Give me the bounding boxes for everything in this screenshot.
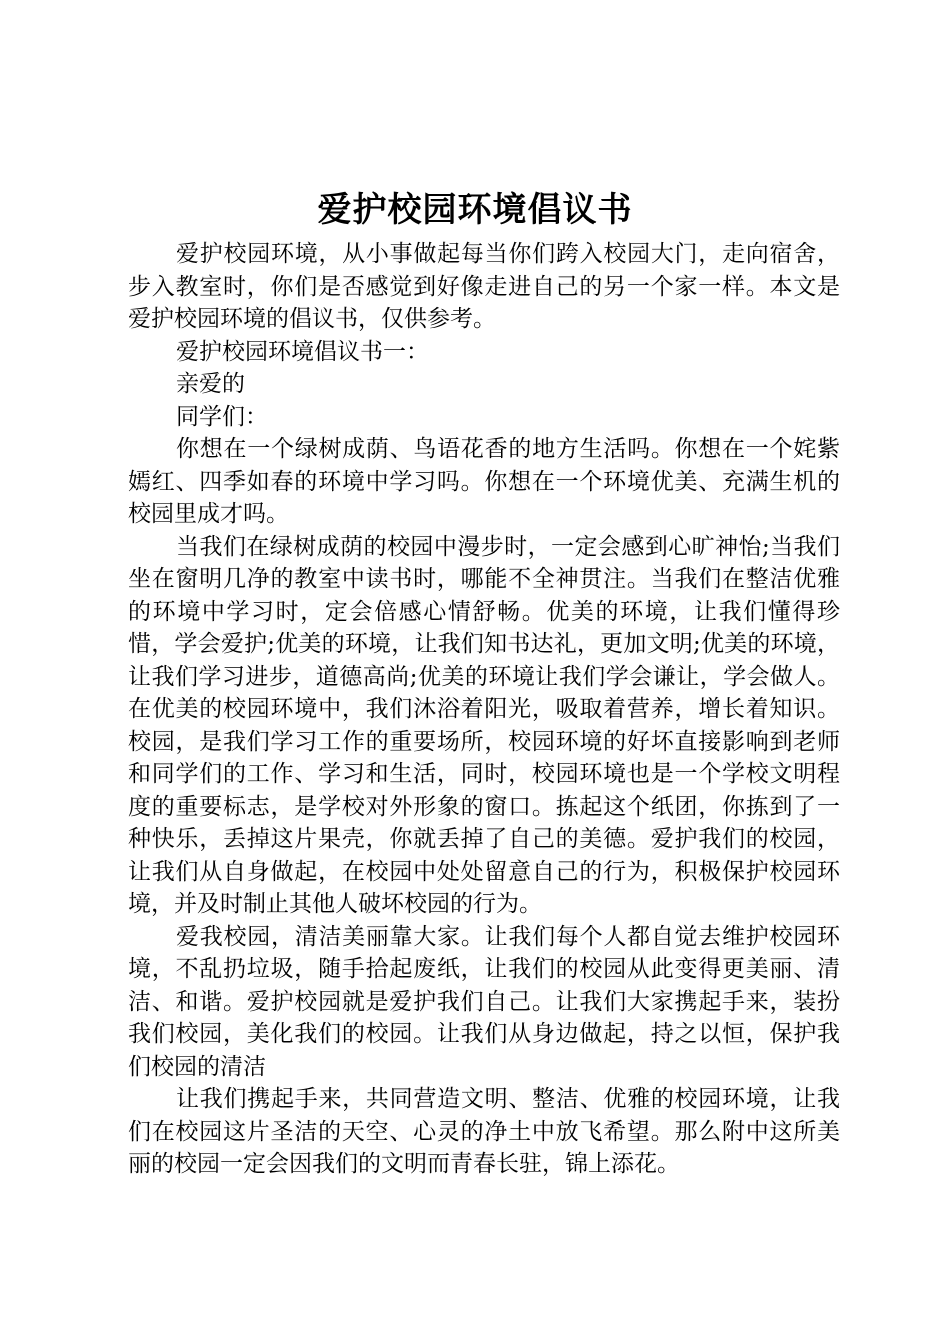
paragraph-call-to-action: 爱我校园，清洁美丽靠大家。让我们每个人都自觉去维护校园环境，不乱扔垃圾，随手拾起废纸，让我们的校园从此变得更美丽、清洁、和谐。爱护校园就是爱护我们自己。让我们大家携起手来，装扮我们校园，美化我们的校园。让我们从身边做起，持之以恒，保护我们校园的清洁 — [128, 923, 840, 1080]
document-title: 爱护校园环境倡议书 — [317, 190, 633, 230]
paragraph-environment: 当我们在绿树成荫的校园中漫步时，一定会感到心旷神怡;当我们坐在窗明几净的教室中读书时，哪能不全神贯注。当我们在整洁优雅的环境中学习时，定会倍感心情舒畅。优美的环境，让我们懂得珍惜，学会爱护;优美的环境，让我们知书达礼，更加文明;优美的环境，让我们学习进步，道德高尚;优美的环境让我们学会谦让，学会做人。在优美的校园环境中，我们沐浴着阳光，吸取着营养，增长着知识。校园，是我们学习工作的重要场所，校园环境的好坏直接影响到老师和同学们的工作、学习和生活，同时，校园环境也是一个学校文明程度的重要标志，是学校对外形象的窗口。拣起这个纸团，你拣到了一种快乐，丢掉这片果壳，你就丢掉了自己的美德。爱护我们的校园，让我们从自身做起，在校园中处处留意自己的行为，积极保护校园环境，并及时制止其他人破坏校园的行为。 — [128, 533, 840, 917]
document-body — [128, 238, 840, 1181]
paragraph-salutation-1: 亲爱的 — [176, 371, 245, 397]
paragraph-intro: 爱护校园环境，从小事做起每当你们跨入校园大门，走向宿舍，步入教室时，你们是否感觉到好像走进自己的另一个家一样。本文是爱护校园环境的倡议书，仅供参考。 — [128, 241, 840, 332]
paragraph-questions: 你想在一个绿树成荫、鸟语花香的地方生活吗。你想在一个姹紫嫣红、四季如春的环境中学习吗。你想在一个环境优美、充满生机的校园里成才吗。 — [128, 436, 840, 527]
paragraph-salutation-2: 同学们： — [176, 403, 268, 430]
paragraph-closing: 让我们携起手来，共同营造文明、整洁、优雅的校园环境，让我们在校园这片圣洁的天空、心灵的净土中放飞希望。那么附中这所美丽的校园一定会因我们的文明而青春长驻，锦上添花。 — [128, 1086, 840, 1177]
paragraph-section-heading: 爱护校园环境倡议书一： — [176, 338, 429, 365]
